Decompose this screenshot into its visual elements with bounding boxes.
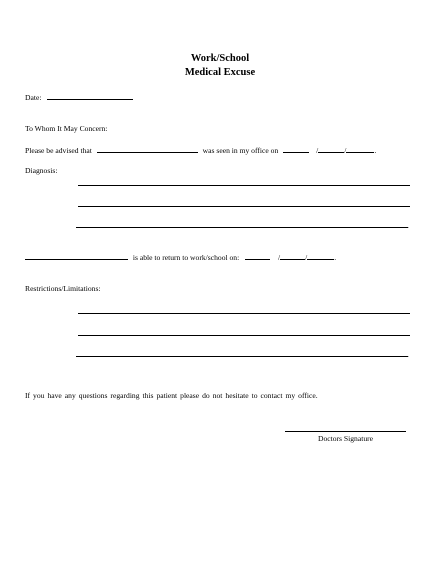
salutation: To Whom It May Concern: [25, 124, 108, 133]
advised-row [25, 145, 376, 155]
period: . [407, 221, 409, 230]
visit-day-field[interactable] [318, 145, 347, 155]
form-subtitle: Medical Excuse [184, 67, 256, 78]
date-separator: / [316, 146, 319, 155]
return-day-field[interactable] [280, 252, 308, 262]
visit-month-field[interactable] [283, 145, 309, 153]
restrictions-line-1[interactable] [78, 313, 410, 314]
patient-name-field[interactable] [97, 145, 198, 153]
diagnosis-line-1[interactable] [78, 185, 410, 186]
closing-text: If you have any questions regarding this patient please do not hesitate to contact my office. [25, 391, 318, 400]
form-title: Work/School [190, 53, 250, 64]
date-separator: / [305, 253, 308, 262]
return-year-field[interactable] [307, 252, 337, 262]
date-separator: / [344, 146, 347, 155]
period: . [334, 253, 337, 262]
restrictions-line-2[interactable] [78, 335, 410, 336]
return-row [25, 252, 336, 262]
period: . [407, 350, 409, 359]
diagnosis-line-2[interactable] [78, 206, 410, 207]
restrictions-line-3[interactable] [76, 356, 408, 357]
date-separator: / [278, 253, 281, 262]
date-row [25, 92, 133, 102]
return-name-field[interactable] [25, 252, 128, 260]
signature-label: Doctors Signature [317, 434, 374, 443]
return-text: is able to return to work/school on: [132, 253, 240, 262]
signature-line[interactable] [285, 431, 406, 432]
advised-middle: was seen in my office on [202, 146, 279, 155]
date-field[interactable] [47, 92, 133, 100]
visit-year-field[interactable] [346, 145, 377, 155]
date-label: Date: [25, 93, 42, 102]
period: . [374, 146, 377, 155]
diagnosis-line-3[interactable] [76, 227, 408, 228]
restrictions-label: Restrictions/Limitations: [25, 284, 101, 293]
diagnosis-label: Diagnosis: [25, 166, 58, 175]
advised-prefix: Please be advised that [25, 146, 92, 155]
return-month-field[interactable] [245, 252, 270, 260]
